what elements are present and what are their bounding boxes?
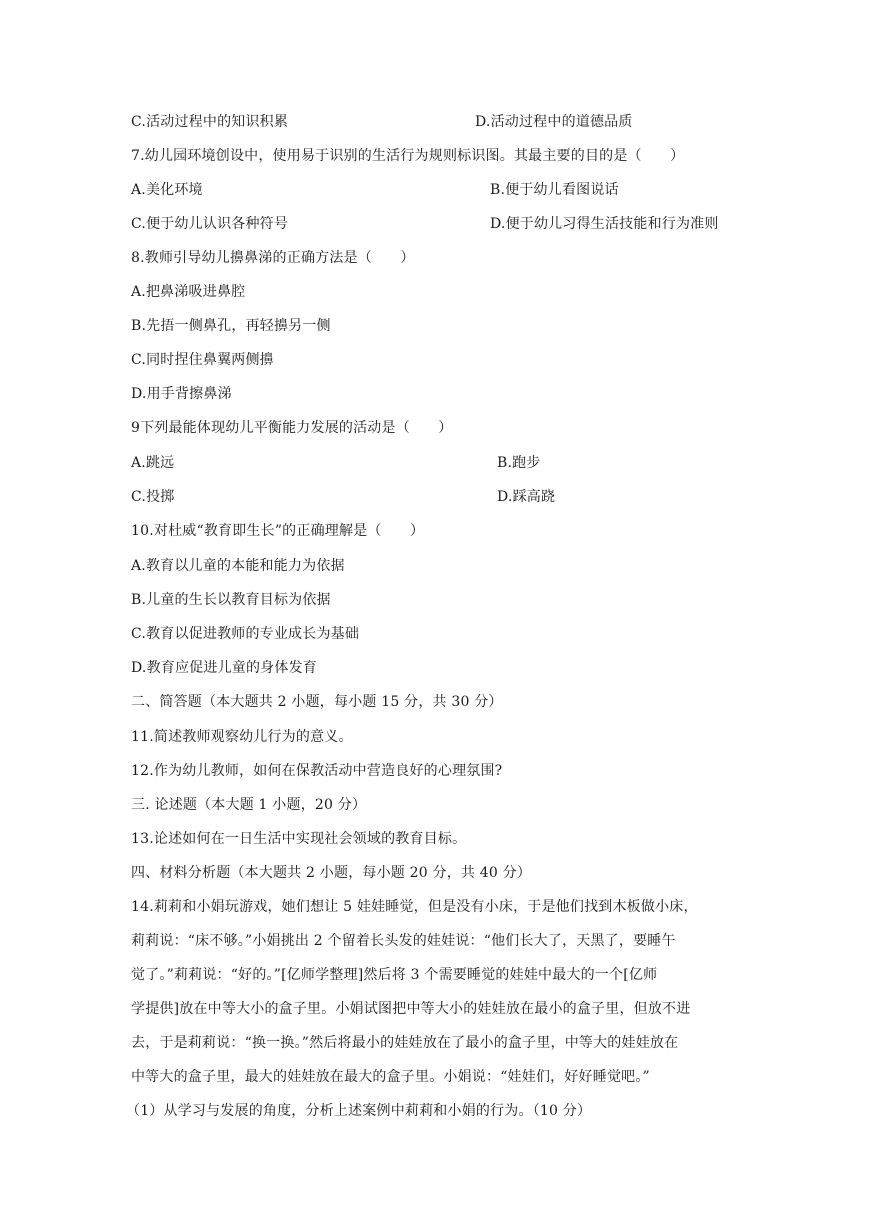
q10-option-a: A.教育以儿童的本能和能力为依据 [131, 558, 345, 574]
section2-heading: 二、简答题（本大题共 2 小题，每小题 15 分，共 30 分） [131, 694, 503, 710]
q8-option-d: D.用手背擦鼻涕 [131, 386, 232, 402]
q7-option-a: A.美化环境 [131, 182, 203, 198]
q10-option-c: C.教育以促进教师的专业成长为基础 [131, 626, 360, 642]
q9-option-a: A.跳远 [131, 455, 175, 471]
q11-stem: 11.简述教师观察幼儿行为的意义。 [131, 729, 353, 745]
q10-option-b: B.儿童的生长以教育目标为依据 [131, 592, 331, 608]
q6-option-d: D.活动过程中的道德品质 [475, 114, 633, 130]
q9-stem: 9下列最能体现幼儿平衡能力发展的活动是（ ） [131, 420, 453, 436]
q10-stem: 10.对杜威“教育即生长”的正确理解是（ ） [131, 523, 425, 539]
q7-option-b: B.便于幼儿看图说话 [490, 182, 619, 198]
q6-option-c: C.活动过程中的知识积累 [131, 114, 289, 130]
q8-option-a: A.把鼻涕吸进鼻腔 [131, 284, 246, 300]
q8-option-c: C.同时捏住鼻翼两侧擤 [131, 352, 274, 368]
q9-option-c: C.投掷 [131, 489, 175, 505]
section4-heading: 四、材料分析题（本大题共 2 小题，每小题 20 分，共 40 分） [131, 865, 532, 881]
q14-line: 去，于是莉莉说：“换一换。”然后将最小的娃娃放在了最小的盒子里，中等大的娃娃放在 [131, 1035, 679, 1051]
q14-line: 14.莉莉和小娟玩游戏，她们想让 5 娃娃睡觉，但是没有小床，于是他们找到木板做小床， [131, 899, 698, 915]
q14-line: 中等大的盒子里，最大的娃娃放在最大的盒子里。小娟说：“娃娃们，好好睡觉吧。” [131, 1069, 650, 1085]
q14-line: 觉了。”莉莉说：“好的。”[亿师学整理]然后将 3 个需要睡觉的娃娃中最大的一个[亿师 [131, 967, 658, 983]
q9-option-b: B.跑步 [497, 455, 541, 471]
q12-stem: 12.作为幼儿教师，如何在保教活动中营造良好的心理氛围? [131, 763, 503, 779]
q14-line: 莉莉说：“床不够。”小娟挑出 2 个留着长头发的娃娃说：“他们长大了，天黑了，要睡午 [131, 933, 676, 949]
q10-option-d: D.教育应促进儿童的身体发育 [131, 660, 317, 676]
q13-stem: 13.论述如何在一日生活中实现社会领域的教育目标。 [131, 831, 467, 847]
section3-heading: 三. 论述题（本大题 1 小题，20 分） [131, 797, 367, 813]
q9-option-d: D.踩高跷 [497, 489, 556, 505]
q7-option-c: C.便于幼儿认识各种符号 [131, 216, 289, 232]
q7-stem: 7.幼儿园环境创设中，使用易于识别的生活行为规则标识图。其最主要的目的是（ ） [131, 148, 685, 164]
q14-subquestion-1: （1）从学习与发展的角度，分析上述案例中莉莉和小娟的行为。（10 分） [126, 1103, 592, 1119]
q8-stem: 8.教师引导幼儿擤鼻涕的正确方法是（ ） [131, 250, 415, 266]
q8-option-b: B.先捂一侧鼻孔，再轻擤另一侧 [131, 318, 331, 334]
q7-option-d: D.便于幼儿习得生活技能和行为准则 [490, 216, 719, 232]
q14-line: 学提供]放在中等大小的盒子里。小娟试图把中等大小的娃娃放在最小的盒子里，但放不进 [131, 1001, 691, 1017]
